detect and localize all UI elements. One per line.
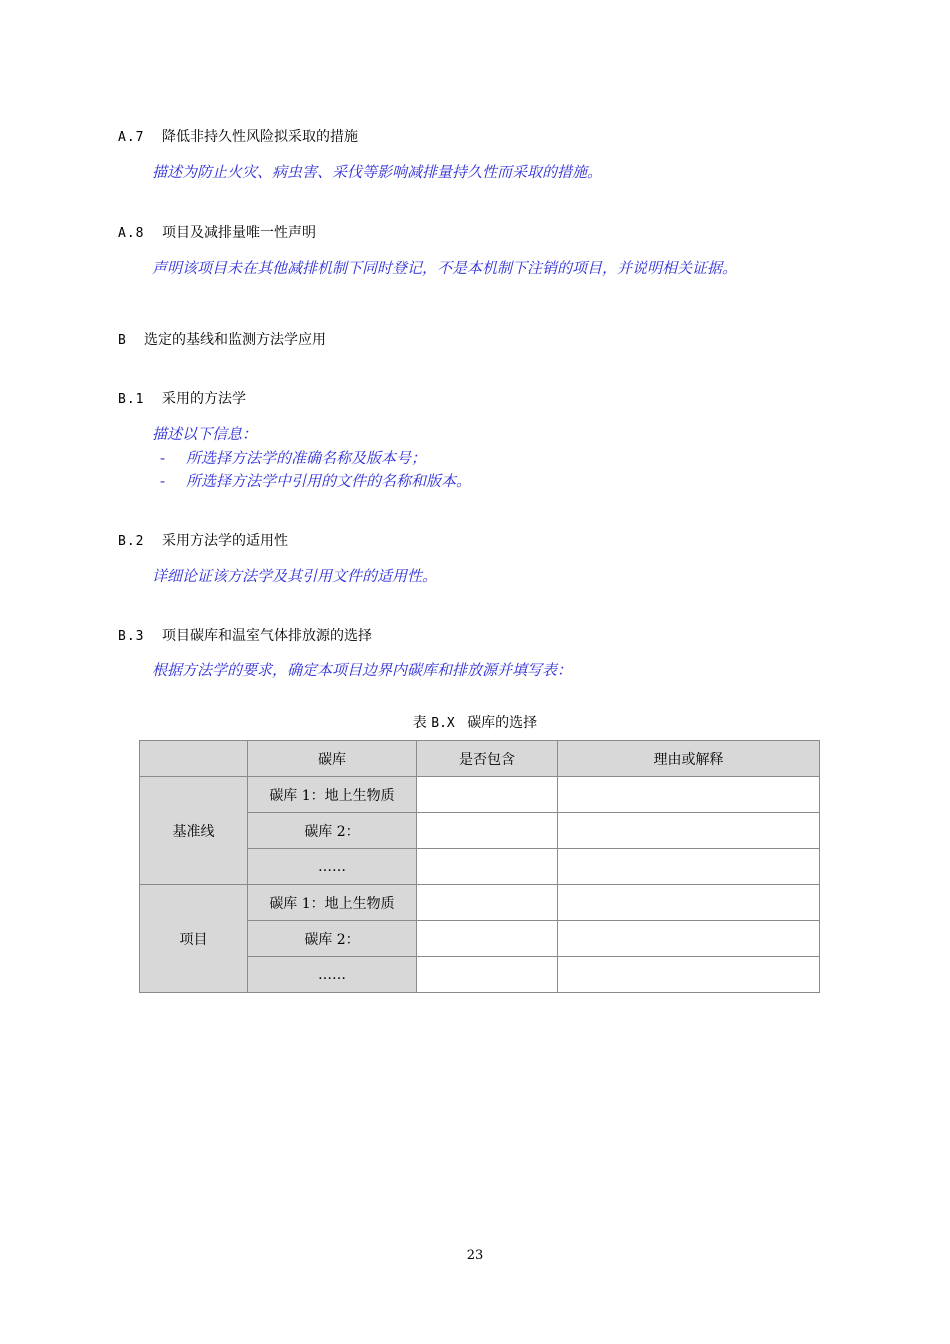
caption-id: B.X <box>431 716 455 731</box>
reason-cell[interactable] <box>558 813 820 849</box>
section-b-number: B <box>118 333 127 348</box>
header-included: 是否包含 <box>417 741 558 777</box>
table-row <box>140 777 820 813</box>
section-a8-guide: 声明该项目未在其他减排机制下同时登记，不是本机制下注销的项目，并说明相关证据。 <box>152 259 738 277</box>
header-cell-empty <box>140 741 248 777</box>
included-cell[interactable] <box>417 813 558 849</box>
group-label-project: 项目 <box>140 885 248 993</box>
carbon-pool-table <box>139 740 820 993</box>
section-b3-number: B.3 <box>118 629 145 644</box>
bullet-dash: - <box>160 472 166 490</box>
group-label-baseline: 基准线 <box>140 777 248 885</box>
section-a7-guide: 描述为防止火灾、病虫害、采伐等影响减排量持久性而采取的措施。 <box>152 163 603 181</box>
bullet-dash: - <box>160 449 166 467</box>
caption-title: 碳库的选择 <box>467 715 538 731</box>
reason-cell[interactable] <box>558 921 820 957</box>
bullet-item <box>160 448 426 468</box>
section-a8-title: 项目及减排量唯一性声明 <box>162 225 316 241</box>
section-a8-heading <box>118 224 316 243</box>
section-b-heading <box>118 331 326 350</box>
caption-prefix: 表 <box>412 715 427 731</box>
reason-cell[interactable] <box>558 957 820 993</box>
bullet-text: 所选择方法学中引用的文件的名称和版本。 <box>186 472 472 490</box>
carbon-pool-cell: 碳库 2： <box>248 813 417 849</box>
section-a7-number: A.7 <box>118 130 145 145</box>
included-cell[interactable] <box>417 849 558 885</box>
section-b1-number: B.1 <box>118 392 145 407</box>
reason-cell[interactable] <box>558 777 820 813</box>
section-b3-heading <box>118 627 372 646</box>
included-cell[interactable] <box>417 957 558 993</box>
bullet-item <box>160 471 471 491</box>
section-b-title: 选定的基线和监测方法学应用 <box>144 332 326 348</box>
header-carbon-pool: 碳库 <box>248 741 417 777</box>
section-b3-guide: 根据方法学的要求，确定本项目边界内碳库和排放源并填写表： <box>152 661 573 679</box>
section-b2-title: 采用方法学的适用性 <box>162 533 288 549</box>
included-cell[interactable] <box>417 777 558 813</box>
reason-cell[interactable] <box>558 885 820 921</box>
page-number: 23 <box>466 1248 484 1263</box>
header-reason: 理由或解释 <box>558 741 820 777</box>
section-b3-title: 项目碳库和温室气体排放源的选择 <box>162 628 372 644</box>
carbon-pool-cell: …… <box>248 849 417 885</box>
carbon-pool-cell: 碳库 2： <box>248 921 417 957</box>
section-b2-heading <box>118 532 288 551</box>
section-b1-heading <box>118 390 246 409</box>
reason-cell[interactable] <box>558 849 820 885</box>
table-header-row <box>140 741 820 777</box>
section-a8-number: A.8 <box>118 226 145 241</box>
carbon-pool-cell: 碳库 1：地上生物质 <box>248 885 417 921</box>
section-b1-guide: 描述以下信息： <box>152 425 258 443</box>
section-a7-title: 降低非持久性风险拟采取的措施 <box>162 129 358 145</box>
carbon-pool-cell: …… <box>248 957 417 993</box>
bullet-text: 所选择方法学的准确名称及版本号； <box>186 449 427 467</box>
section-b2-guide: 详细论证该方法学及其引用文件的适用性。 <box>152 567 438 585</box>
included-cell[interactable] <box>417 885 558 921</box>
section-a7-heading <box>118 128 358 147</box>
table-row <box>140 885 820 921</box>
section-b2-number: B.2 <box>118 534 145 549</box>
section-b1-title: 采用的方法学 <box>162 391 246 407</box>
carbon-pool-cell: 碳库 1：地上生物质 <box>248 777 417 813</box>
included-cell[interactable] <box>417 921 558 957</box>
table-caption <box>0 714 950 733</box>
